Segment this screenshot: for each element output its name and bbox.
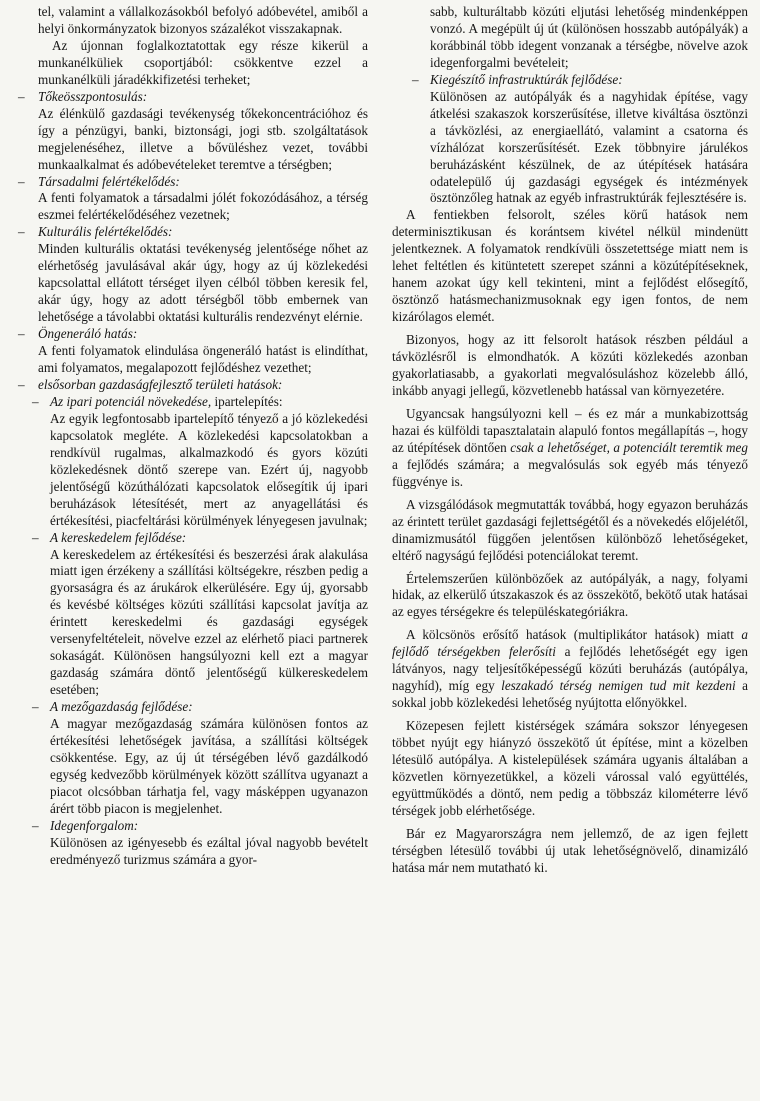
body-text: A kereskedelem az értékesítési és beszerzési árak alakulása miatt igen érzékeny a szállítási költségekre, részben pedig a gyorsaságra és az árukárok elkerülésére. Egy új, gyorsabb és kevésbé költséges közúti szállítási kapcsolat javítja az érintett kereskedelmi és gazdasági egységek versenyfeltételeit, növelve ezzel az elérhető piaci partnerek sokaságát. Különösen hangsúlyozni kell ezt a magyar gazdaság számára döntő jelentőségű külkereskedelem esetében; (50, 546, 368, 698)
paragraph (392, 207, 748, 326)
list-heading (12, 699, 368, 716)
body-text: Bizonyos, hogy az itt felsorolt hatások részben például a távközlésről is elmondhatók. A közúti közlekedés azonban gyakorlatiasabb, a gyakorlati megvalósuláshoz közelebb álló, inkább anyagi jellegű, közvetlenebb hatással van környezetére. (392, 332, 748, 398)
body-text: Az egyik legfontosabb ipartelepítő tényező a jó közlekedési kapcsolatok megléte. A közlekedési kapcsolatokban a rendkívül rugalmas, alkalmazkodó és gyors közúti közlekedésnek döntő szerepe van. Ezért új, nagyobb jelentőségű közúthálózati kapcsolatok elősegítik új ipari beruházások létesítését, mert az anyagellátási és értékesítési, piacfeltárási körülmények lényegesen javulnak; (50, 410, 368, 528)
list-heading (12, 174, 368, 191)
paragraph (392, 4, 748, 72)
left-column (12, 4, 368, 1101)
paragraph (12, 190, 368, 224)
right-column (392, 4, 748, 1101)
paragraph (392, 406, 748, 491)
body-text: a sokkal jobb közlekedési lehetőség nyújtotta előnyökkel. (392, 678, 748, 711)
body-text: A fenti folyamatok a társadalmi jólét fokozódásához, a térség eszmei felértékelődéséhez vezetnek; (38, 190, 368, 223)
list-heading (12, 224, 368, 241)
paragraph (12, 106, 368, 174)
emphasis-text: A kereskedelem fejlődése: (50, 529, 187, 545)
emphasis-text: Kulturális felértékelődés: (38, 224, 173, 240)
body-text: sabb, kulturáltabb közúti eljutási lehetőség mindenképpen vonzó. A megépült új út (különösen hosszabb autópályák) a korábbinál több idegent vonzanak a térségbe, növelve azok idegenforgalmi bevételeit; (430, 4, 748, 70)
body-text: ipartelepítés: (211, 393, 283, 409)
emphasis-text: Öngeneráló hatás: (38, 326, 138, 342)
paragraph (12, 835, 368, 869)
body-text: Közepesen fejlett kistérségek számára sokszor lényegesen többet nyújt egy hiányzó összekötő út építése, mint a közelben létesülő autópálya. A kistelepülések számára ugyanis általában a közvetlen környezetükkel, a közeli várossal való együttélés, együttműködés a döntő, nem pedig a többszáz kilométerre lévő térségek jobb elérhetősége. (392, 718, 748, 818)
paragraph (392, 826, 748, 877)
list-heading (12, 818, 368, 835)
emphasis-text: Társadalmi felértékelődés: (38, 173, 180, 189)
list-heading (12, 530, 368, 547)
list-heading (12, 326, 368, 343)
body-text: a fejlődés számára; a megvalósulás sok egyéb más tényező függvénye is. (392, 456, 748, 489)
body-text: tel, valamint a vállalkozásokból befolyó adóbevétel, amiből a helyi önkormányzatok bizonyos százalékot visszakapnak. (38, 4, 368, 36)
body-text: A kölcsönös erősítő hatások (multiplikátor hatások) miatt (406, 627, 742, 643)
list-heading (12, 89, 368, 106)
body-text: Ugyancsak hangsúlyozni kell – és ez már a munkabizottság hazai és külföldi tapasztalatain alapuló fontos megállapítás –, hogy az útépítések döntően (392, 405, 748, 455)
paragraph (12, 343, 368, 377)
body-text: Különösen az igényesebb és ezáltal jóval nagyobb bevételt eredményező turizmus számára a gyor- (50, 834, 368, 867)
paragraph (12, 547, 368, 700)
list-heading (12, 377, 368, 394)
paragraph (392, 332, 748, 400)
body-text: Értelemszerűen különbözőek az autópályák, a nagy, folyami hidak, az elkerülő útszakaszok és az összekötő, bekötő utak hatásai az egyes térségekre és településkategóriákra. (392, 570, 748, 620)
paragraph (392, 89, 748, 208)
paragraph (12, 394, 368, 411)
paragraph (12, 4, 368, 38)
body-text: Minden kulturális oktatási tevékenység jelentősége nőhet az elérhetőség javulásával akár úgy, hogy az új közlekedési kapcsolattal ellátott térséget ilyen célból többen keresik fel, akár úgy, hogy az adott térségből több embernek van lehetősége a távolabbi oktatási kulturális rendezvényt elérnie. (38, 241, 368, 325)
body-text: Az újonnan foglalkoztatottak egy része kikerül a munkanélküliek csoportjából: csökkentve ezzel a munkanélküli járadékkifizetési terheket; (38, 37, 368, 87)
emphasis-text: Kiegészítő infrastruktúrák fejlődése: (430, 71, 623, 87)
body-text: A fentiekben felsorolt, széles körű hatások nem determinisztikusan és korántsem kivétel nélkül mindenütt jelentkeznek. A folyamatok rendkívüli összetettsége miatt nem is lehet feltétlen és kitüntetett szerepet szánni a közútépítéseknek, hanem azokat úgy kell tekinteni, mint a fejlődést elősegítő, ösztönző hatásmechanizmusoknak egy igen fontos, de nem kizárólagos elemét. (392, 207, 748, 325)
emphasis-text: Idegenforgalom: (50, 817, 139, 833)
body-text: A vizsgálódások megmutatták továbbá, hogy egyazon beruházás az érintett terület gazdasági fejlettségétől és a növekedés előjelétől, dinamizmusától függően jelentősen különböző lehetőségeket, eltérő nagyságú fejlődési potenciálokat teremt. (392, 496, 748, 563)
body-text: Különösen az autópályák és a nagyhidak építése, vagy átkelési szakaszok korszerűsítése, illetve kiváltása ösztönzi a távközlési, az energiaellátó, valamint a csatorna és vízhálózat korszerűsítését. Ezek többnyire járulékos beruházásként készülnek, de az útépítések hatására odatelepülő új gazdasági egységek és intézmények ösztönzőleg hatnak az egyéb infrastruktúrák fejlesztésére is. (430, 88, 748, 206)
paragraph (12, 38, 368, 89)
paragraph (392, 571, 748, 622)
emphasis-text: a fejlődő térségekben felerősíti (392, 627, 748, 660)
paragraph (392, 718, 748, 820)
emphasis-text: csak a lehetőséget, a potenciált teremtik meg (510, 439, 748, 455)
body-text: A magyar mezőgazdaság számára különösen fontos az értékesítési lehetőségek javítása, a szállítási költségek csökkentése. Egy, az új út térségében lévő gazdálkodó egység kedvezőbb körülmények között szállítva ugyanazt a piacot olcsóbban tárhatja fel, vagy másképpen ugyanazon árért több piacon is megjelenhet. (50, 716, 368, 816)
emphasis-text: elsősorban gazdaságfejlesztő területi hatások: (38, 376, 283, 392)
paragraph (392, 627, 748, 712)
paragraph (392, 497, 748, 565)
paragraph (12, 411, 368, 530)
emphasis-text: leszakadó térség nemigen tud mit kezdeni (501, 678, 736, 694)
paragraph (12, 716, 368, 818)
body-text: a fejlődés lehetőségét egy igen látványos, nagy teljesítőképességű közúti beruházás (autópálya, nagyhíd), míg egy (392, 644, 748, 694)
emphasis-text: Tőkeösszpontosulás: (38, 88, 148, 104)
list-heading (392, 72, 748, 89)
emphasis-text: A mezőgazdaság fejlődése: (50, 699, 193, 715)
body-text: A fenti folyamatok elindulása öngeneráló hatást is elindíthat, ami folyamatos, megalapozott fejlődéshez vezethet; (38, 343, 368, 376)
emphasis-text: Az ipari potenciál növekedése, (50, 393, 212, 409)
body-text: Bár ez Magyarországra nem jellemző, de az igen fejlett térségben létesülő további új utak lehetőségnövelő, dinamizáló hatása már nem mutatható ki. (392, 825, 748, 875)
paragraph (12, 241, 368, 326)
body-text: Az élénkülő gazdasági tevékenység tőkekoncentrációhoz és így a pénzügyi, banki, biztonsági, jogi stb. szolgáltatások megjelenéséhez, illetve a bővüléshez vezet, további munkaalkalmat és adóbevételeket teremtve a térségben; (38, 105, 368, 172)
